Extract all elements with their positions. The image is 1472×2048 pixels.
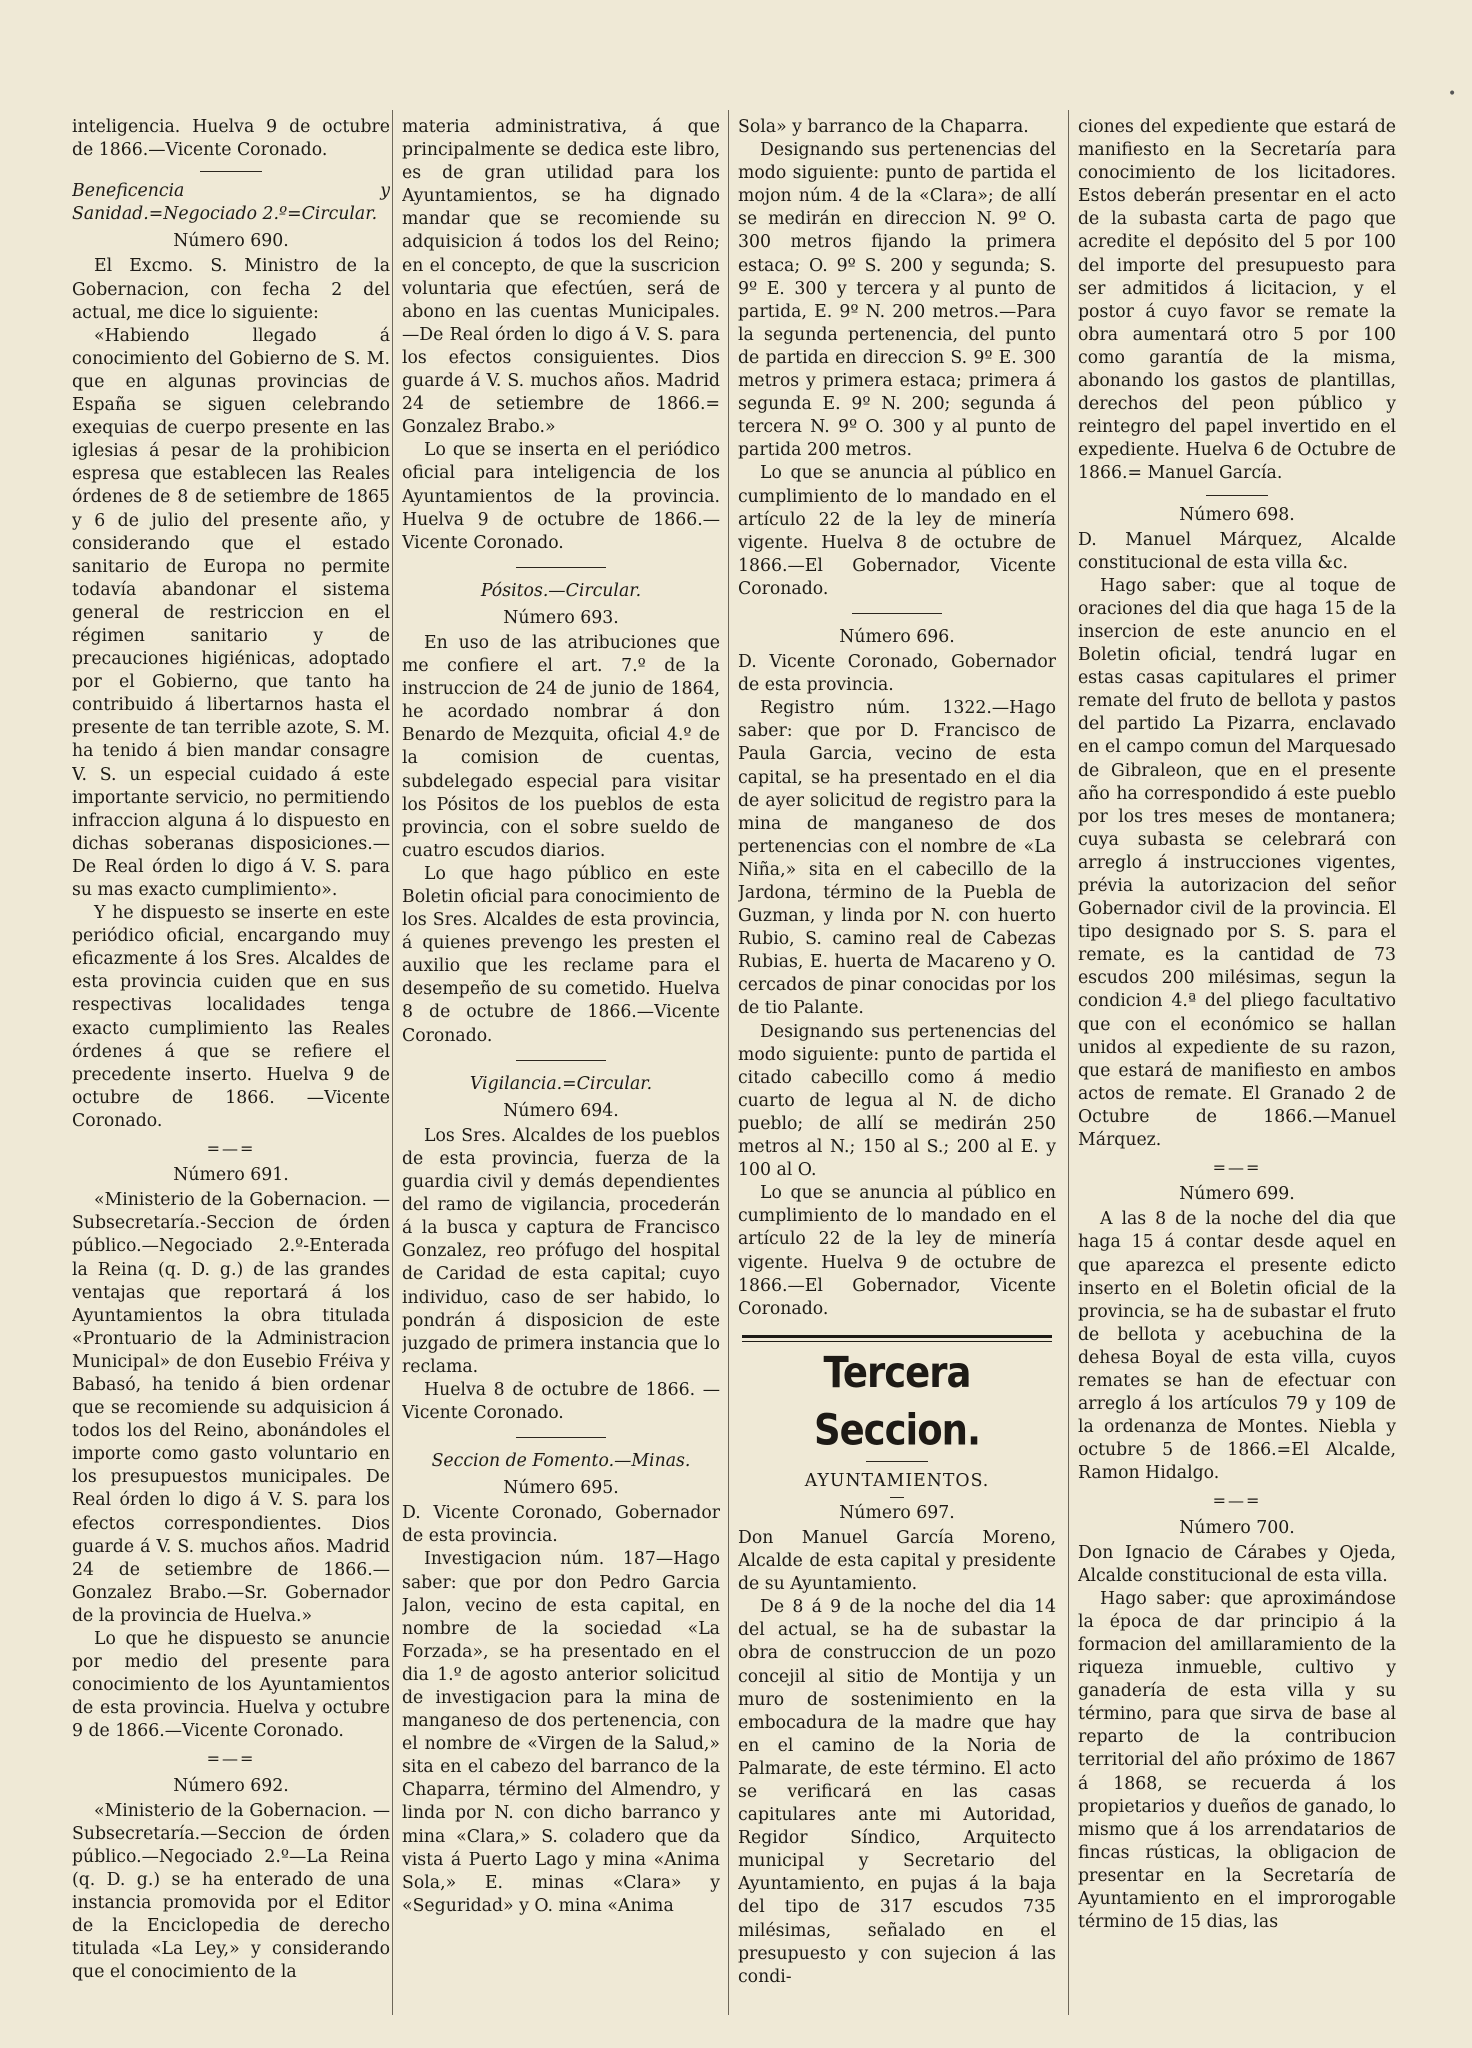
paragraph: «Ministerio de la Gobernacion. —Subsecretaría.-Seccion de órden público.—Negociado 2.º-Enterada la Reina (q. D. g.) de las grandes ventajas que reportará á los Ayuntamientos la obra titulada «Prontuario de la Administracion Municipal» de don Eusebio Fréiva y Babasó, ha tenido á bien ordenar que se recomiende su adquisicion á todos los del Reino, abonándoles el importe como gasto voluntario en los presupuestos municipales. De Real órden lo digo á V. S. para los efectos correspondientes. Dios guarde á V. S. muchos años. Madrid 24 de setiembre de 1866.—Gonzalez Brabo.—Sr. Gobernador de la provincia de Huelva.»: [72, 1190, 390, 1626]
item-number: Número 699.: [1179, 1184, 1295, 1205]
paragraph: inteligencia. Huelva 9 de octubre de 1866.—Vicente Coronado.: [72, 117, 390, 161]
paragraph: Don Manuel García Moreno, Alcalde de esta capital y presidente de su Ayuntamiento.: [738, 1527, 1056, 1595]
section-heading: Pósitos.—Circular.: [480, 580, 642, 601]
paragraph: Lo que se anuncia al público en cumplimiento de lo mandado en el artículo 22 de la ley de minería vigente. Huelva 9 de octubre de 1866.—El Gobernador, Vicente Coronado.: [738, 1183, 1056, 1319]
item-number: Número 695.: [503, 1478, 619, 1499]
page-mark: •: [1448, 86, 1457, 102]
paragraph: Sola» y barranco de la Chaparra.: [738, 117, 1029, 137]
paragraph: De 8 á 9 de la noche del dia 14 del actual, se ha de subastar la obra de construccion de un pozo concejil al sitio de Montija y un muro de sostenimiento en la embocadura de la madre que hay en el camino de la Noria de Palmarate, de este término. El acto se verificará en las casas capitulares ante mi Autoridad, Regidor Síndico, Arquitecto municipal y Secretario del Ayuntamiento, en pujas á la baja del tipo de 317 escudos 735 milésimas, señalado en el presupuesto y con sujecion á las condi-: [738, 1597, 1056, 1987]
item-number: Número 694.: [503, 1100, 619, 1121]
paragraph: Designando sus pertenencias del modo siguiente: punto de partida el citado cabecillo como á medio cuarto de legua al N. de dicho pueblo; de allí se medirán 250 metros al N.; 150 al S.; 200 al E. y 100 al O.: [738, 1021, 1056, 1181]
paragraph: Lo que hago público en este Boletin oficial para conocimiento de los Sres. Alcaldes de esta provincia, á quienes prevengo les presten el auxilio que les reclame para el desempeño de su cometido. Huelva 8 de octubre de 1866.—Vicente Coronado.: [402, 863, 720, 1046]
separator-line: [852, 613, 942, 614]
separator-line: [516, 1060, 606, 1061]
paragraph: Designando sus pertenencias del modo siguiente: punto de partida el mojon núm. 4 de la «Clara»; de allí se medirán en direccion N. 9º O. 300 metros fijando la primera estaca; O. 9º S. 200 y segunda; S. 9º E. 300 y tercera y al punto de partida, E. 9º N. 200 metros.—Para la segunda pertenencia, del punto de partida en direccion S. 9º E. 300 metros y primera estaca; primera á segunda E. 9º N. 200; segunda á tercera N. 9º O. 300 y al punto de partida 200 metros.: [738, 140, 1056, 461]
section-heading: Vigilancia.=Circular.: [469, 1073, 653, 1094]
separator-line: [200, 171, 262, 172]
separator-wave: =—=: [206, 1139, 256, 1159]
paragraph: Registro núm. 1322.—Hago saber: que por D. Francisco de Paula Garcia, vecino de esta capital, se ha presentado en el dia de ayer solicitud de registro para la mina de manganeso de dos pertenencias con el nombre de «La Niña,» sita en el cabecillo de la Jardona, término de la Puebla de Guzman, y linda por N. con huerto Rubio, S. camino real de Cabezas Rubias, E. huerta de Macareno y O. cercados de pinar conocidas por los de tio Palante.: [738, 698, 1056, 1019]
separator-line: [1206, 495, 1268, 496]
item-number: Número 697.: [839, 1502, 955, 1523]
paragraph: Los Sres. Alcaldes de los pueblos de esta provincia, fuerza de la guardia civil y demás dependientes del ramo de vigilancia, procederán á la busca y captura de Francisco Gonzalez, reo prófugo del hospital de Caridad de esta capital; cuyo individuo, caso de ser habido, lo pondrán á disposicion de este juzgado de primera instancia que lo reclama.: [402, 1125, 720, 1377]
subsection-heading: AYUNTAMIENTOS.: [804, 1470, 990, 1491]
separator-wave: =—=: [1212, 1158, 1262, 1178]
item-number: Número 698.: [1179, 504, 1295, 525]
paragraph: Hago saber: que al toque de oraciones del dia que haga 15 de la insercion de este anuncio en el Boletin oficial, tendrá lugar en estas casas capitulares el primer remate del fruto de bellota y pastos del partido La Pizarra, enclavado en el campo comun del Marquesado de Gibraleon, que en el presente año ha correspondido á este pueblo por los tres meses de montanera; cuya subasta se celebrará con arreglo á instrucciones vigentes, prévia la autorizacion del señor Gobernador civil de la provincia. El tipo designado por S. S. para el remate, es la cantidad de 73 escudos 200 milésimas, segun la condicion 4.ª del pliego facultativo que con el económico se hallan unidos al expediente de su razon, que estará de manifiesto en ambos actos de remate. El Granado 2 de Octubre de 1866.—Manuel Márquez.: [1078, 575, 1396, 1151]
separator-wave: =—=: [206, 1749, 256, 1769]
paragraph: D. Manuel Márquez, Alcalde constitucional de esta villa &c.: [1078, 529, 1396, 573]
item-number: Número 696.: [839, 626, 955, 647]
paragraph: «Ministerio de la Gobernacion. —Subsecretaría.—Seccion de órden público.—Negociado 2.º—La Reina (q. D. g.) se ha enterado de una instancia promovida por el Editor de la Enciclopedia de derecho titulada «La Ley,» y considerando que el conocimiento de la: [72, 1800, 390, 1983]
paragraph: El Excmo. S. Ministro de la Gobernacion, con fecha 2 del actual, me dice lo siguiente:: [72, 256, 390, 323]
paragraph: Huelva 8 de octubre de 1866. —Vicente Coronado.: [402, 1379, 720, 1423]
paragraph: Lo que he dispuesto se anuncie por medio del presente para conocimiento de los Ayuntamientos de esta provincia. Huelva y octubre 9 de 1866.—Vicente Coronado.: [72, 1629, 390, 1742]
separator-line: [516, 1437, 606, 1438]
separator-line: [866, 1461, 928, 1462]
paragraph: D. Vicente Coronado, Gobernador de esta provincia.: [738, 652, 1056, 696]
paragraph: A las 8 de la noche del dia que haga 15 á contar desde aquel en que aparezca el presente edicto inserto en el Boletin oficial de la provincia, se ha de subastar el fruto de bellota y acebuchina de la dehesa Boyal de esta villa, cuyos remates se han de efectuar con arreglo á los artículos 79 y 109 de la ordenanza de Montes. Niebla y octubre 5 de 1866.=El Alcalde, Ramon Hidalgo.: [1078, 1209, 1396, 1484]
separator-wave: =—=: [1212, 1491, 1262, 1511]
section-divider: [742, 1335, 1052, 1342]
paragraph: En uso de las atribuciones que me confiere el art. 7.º de la instruccion de 24 de junio de 1864, he acordado nombrar á don Benardo de Mezquita, oficial 4.º de la comision de cuentas, subdelegado especial para visitar los Pósitos de los pueblos de esta provincia, con el sobre sueldo de cuatro escudos diarios.: [402, 632, 720, 861]
section-heading: Beneficencia y Sanidad.=Negociado 2.º=Circular.: [72, 181, 390, 225]
separator-line: [890, 1497, 904, 1498]
paragraph: materia administrativa, á que principalmente se dedica este libro, es de gran utilidad para los Ayuntamientos, se ha dignado mandar que se recomiende su adquisicion á todos los del Reino; en el concepto, de que la suscricion voluntaria que efectúen, será de abono en las cuentas Municipales. —De Real órden lo digo á V. S. para los efectos consiguientes. Dios guarde á V. S. muchos años. Madrid 24 de setiembre de 1866.= Gonzalez Brabo.»: [402, 117, 720, 438]
column-rule: [392, 110, 393, 2015]
column-rule: [728, 110, 729, 2015]
paragraph: ciones del expediente que estará de manifiesto en la Secretaría para conocimiento de los licitadores. Estos deberán presentar en el acto de la subasta carta de pago que acredite el depósito del 5 por 100 del importe del presupuesto para ser admitidos á licitacion, y el postor á cuyo favor se remate la obra aumentará otro 5 por 100 como garantía de la misma, abonando los gastos de plantillas, derechos del peon público y reintegro del papel invertido en el expediente. Huelva 6 de Octubre de 1866.= Manuel García.: [1078, 117, 1396, 484]
paragraph: Y he dispuesto se inserte en este periódico oficial, encargando muy eficazmente á los Sres. Alcaldes de esta provincia cuiden que en sus respectivas localidades tenga exacto cumplimiento las Reales órdenes á que se refiere el precedente inserto. Huelva 9 de octubre de 1866. —Vicente Coronado.: [72, 903, 390, 1131]
item-number: Número 700.: [1179, 1517, 1295, 1538]
paragraph: «Habiendo llegado á conocimiento del Gobierno de S. M. que en algunas provincias de España se siguen celebrando exequias de cuerpo presente en las iglesias á pesar de la prohibicion espresa que establecen las Reales órdenes de 8 de setiembre de 1865 y 6 de julio del presente año, y considerando que el estado sanitario de Europa no permite todavía abandonar el sistema general de restriccion en el régimen sanitario y de precauciones higiénicas, adoptado por el Gobierno, que tanto ha contribuido á libertarnos hasta el presente de tan terrible azote, S. M. ha tenido á bien mandar consagre V. S. un especial cuidado á este importante servicio, no permitiendo infraccion alguna á lo dispuesto en dichas soberanas disposiciones.—De Real órden lo digo á V. S. para su mas exacto cumplimiento».: [72, 325, 390, 900]
paragraph: D. Vicente Coronado, Gobernador de esta provincia.: [402, 1503, 720, 1547]
item-number: Número 693.: [503, 607, 619, 628]
paragraph: Lo que se inserta en el periódico oficial para inteligencia de los Ayuntamientos de la provincia. Huelva 9 de octubre de 1866.— Vicente Coronado.: [402, 440, 720, 553]
item-number: Número 690.: [173, 231, 289, 252]
column-rule: [1068, 110, 1069, 2015]
paragraph: Don Ignacio de Cárabes y Ojeda, Alcalde constitucional de esta villa.: [1078, 1542, 1396, 1586]
column-4: [1078, 116, 1396, 2016]
column-1: [72, 116, 390, 2016]
section-title: Tercera Seccion.: [813, 1347, 981, 1455]
item-number: Número 691.: [173, 1165, 289, 1186]
separator-line: [516, 567, 606, 568]
section-heading: Seccion de Fomento.—Minas.: [431, 1451, 691, 1472]
paragraph: Investigacion núm. 187—Hago saber: que por don Pedro Garcia Jalon, vecino de esta capital, en nombre de la sociedad «La Forzada», se ha presentado en el dia 1.º de agosto anterior solicitud de investigacion para la mina de manganeso de dos pertenencia, con el nombre de «Virgen de la Salud,» sita en el cabezo del barranco de la Chaparra, término del Almendro, y linda por N. con dicho barranco y mina «Clara,» S. coladero que da vista á Puerto Lago y mina «Anima Sola,» E. minas «Clara» y «Seguridad» y O. mina «Anima: [402, 1549, 720, 1916]
column-3: [738, 116, 1056, 2016]
paragraph: Hago saber: que aproximándose la época de dar principio á la formacion del amillaramiento de la riqueza inmueble, cultivo y ganadería de esta villa y su término, para que sirva de base al reparto de la contribucion territorial del año próximo de 1867 á 1868, se recuerda á los propietarios y dueños de ganado, lo mismo que á los arrendatarios de fincas rústicas, la obligacion de presentar en la Secretaría de Ayuntamiento en el improrogable término de 15 dias, las: [1078, 1588, 1396, 1933]
item-number: Número 692.: [173, 1775, 289, 1796]
column-2: [402, 116, 720, 2016]
paragraph: Lo que se anuncia al público en cumplimiento de lo mandado en el artículo 22 de la ley de minería vigente. Huelva 8 de octubre de 1866.—El Gobernador, Vicente Coronado.: [738, 463, 1056, 599]
